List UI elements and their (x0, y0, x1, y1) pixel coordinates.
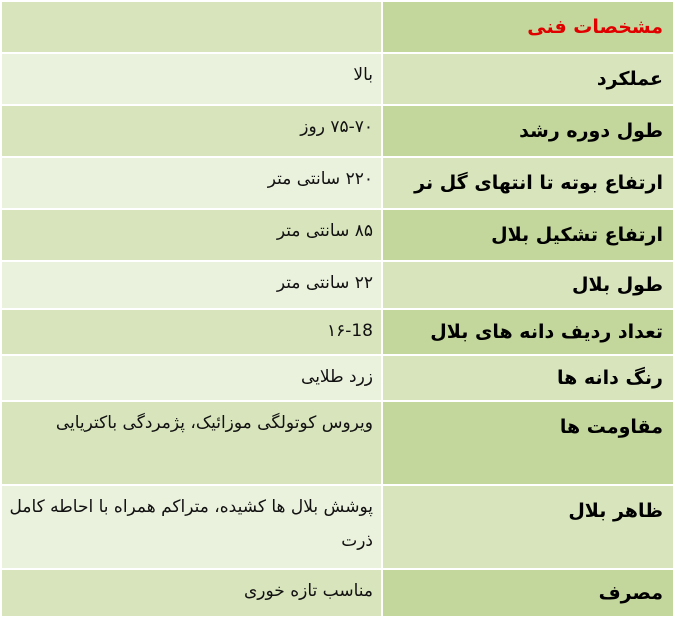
table-row (1, 401, 674, 485)
row-label: عملکرد (382, 53, 674, 105)
table-row (1, 157, 674, 209)
table-row (1, 261, 674, 309)
table-row (1, 105, 674, 157)
row-value: ۲۲ سانتی متر (1, 261, 382, 309)
row-label: طول بلال (382, 261, 674, 309)
row-label: مقاومت ها (382, 401, 674, 485)
row-value: پوشش بلال ها کشیده، متراکم همراه با احاطه کامل ذرت (1, 485, 382, 569)
row-label: طول دوره رشد (382, 105, 674, 157)
row-value: مناسب تازه خوری (1, 569, 382, 617)
table-row (1, 569, 674, 617)
table-row (1, 53, 674, 105)
row-value: ویروس کوتولگی موزائیک، پژمردگی باکتریایی (1, 401, 382, 485)
table-row (1, 209, 674, 261)
row-value: ۲۲۰ سانتی متر (1, 157, 382, 209)
row-label: ظاهر بلال (382, 485, 674, 569)
table-title: مشخصات فنی (382, 1, 674, 53)
table-row (1, 309, 674, 355)
row-value: ۱۶-18 (1, 309, 382, 355)
row-value: زرد طلایی (1, 355, 382, 401)
header-empty-cell (1, 1, 382, 53)
row-label: تعداد ردیف دانه های بلال (382, 309, 674, 355)
row-label: مصرف (382, 569, 674, 617)
row-value: ۷۵-۷۰ روز (1, 105, 382, 157)
row-value: بالا (1, 53, 382, 105)
row-label: رنگ دانه ها (382, 355, 674, 401)
table-header-row (1, 1, 674, 53)
row-label: ارتفاع تشکیل بلال (382, 209, 674, 261)
table-row (1, 355, 674, 401)
row-value: ۸۵ سانتی متر (1, 209, 382, 261)
table-row (1, 485, 674, 569)
row-label: ارتفاع بوته تا انتهای گل نر (382, 157, 674, 209)
